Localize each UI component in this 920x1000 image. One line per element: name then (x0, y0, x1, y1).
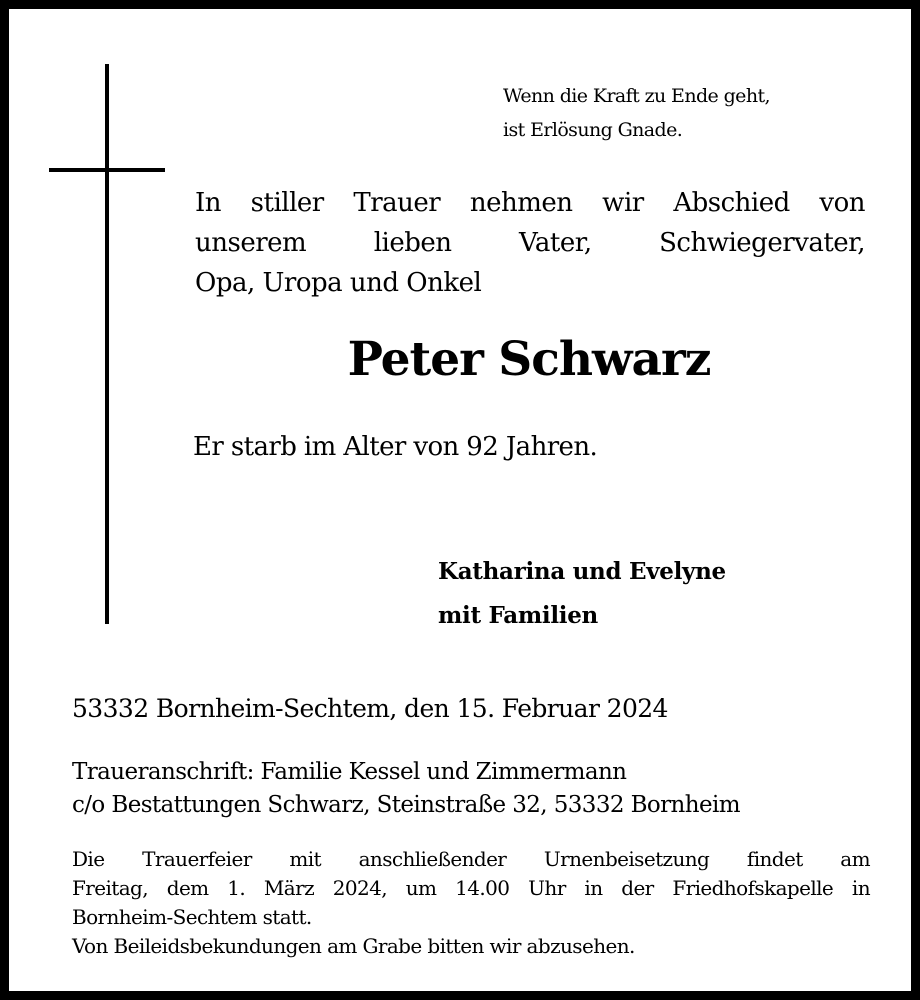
funeral-service-info (72, 845, 870, 961)
motto-line-2: ist Erlösung Gnade. (503, 119, 683, 141)
cross-horizontal-bar (49, 168, 165, 172)
service-line-3: Bornheim-Sechtem statt. (72, 905, 312, 929)
intro-line-2: unserem lieben Vater, Schwiegervater, (195, 228, 865, 258)
place-and-date: 53332 Bornheim-Sechtem, den 15. Februar 2024 (72, 694, 668, 723)
service-line-2: Freitag, dem 1. März 2024, um 14.00 Uhr in der Friedhofskapelle in (72, 876, 870, 900)
age-statement: Er starb im Alter von 92 Jahren. (193, 432, 598, 462)
mourners-line-1: Katharina und Evelyne (438, 558, 726, 585)
service-line-1: Die Trauerfeier mit anschließender Urnenbeisetzung findet am (72, 847, 870, 871)
mourning-address-line-1: Traueranschrift: Familie Kessel und Zimmermann (72, 759, 627, 785)
mourners-signature (438, 550, 726, 638)
intro-line-3: Opa, Uropa und Onkel (195, 268, 482, 298)
intro-line-1: In stiller Trauer nehmen wir Abschied von (195, 188, 865, 218)
motto-line-1: Wenn die Kraft zu Ende geht, (503, 85, 770, 107)
mourners-line-2: mit Familien (438, 602, 598, 629)
mourning-address (72, 756, 740, 822)
mourning-address-line-2: c/o Bestattungen Schwarz, Steinstraße 32, 53332 Bornheim (72, 792, 740, 818)
intro-text (195, 183, 865, 303)
motto-quote (503, 79, 883, 147)
condolence-request: Von Beileidsbekundungen am Grabe bitten wir abzusehen. (72, 934, 635, 958)
deceased-name: Peter Schwarz (347, 332, 711, 387)
